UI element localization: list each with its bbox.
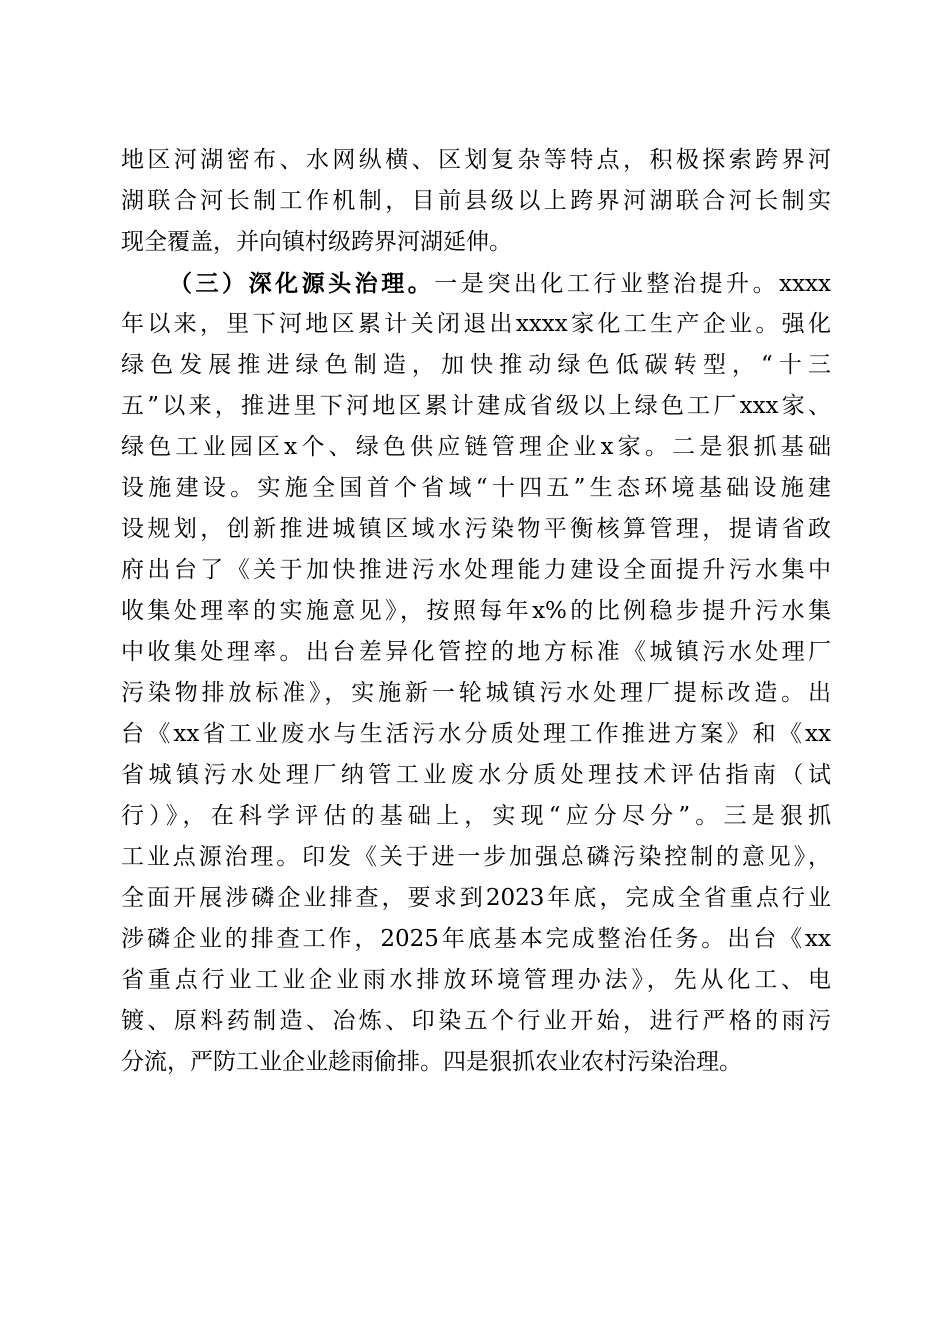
paragraph-line: 省重点行业工业企业雨水排放环境管理办法》，先从化工、电 [121, 967, 831, 993]
paragraph-line: 年以来，里下河地区累计关闭退出xxxx家化工生产企业。强化 [121, 311, 831, 337]
paragraph-line: 污染物排放标准》，实施新一轮城镇污水处理厂提标改造。出 [121, 680, 831, 706]
paragraph-line: 镀、原料药制造、冶炼、印染五个行业开始，进行严格的雨污 [121, 1008, 831, 1034]
paragraph-line: 涉磷企业的排查工作，2025年底基本完成整治任务。出台《xx [121, 926, 831, 952]
paragraph-line: 设施建设。实施全国首个省域“十四五”生态环境基础设施建 [121, 475, 831, 501]
paragraph-line: 绿色工业园区x个、绿色供应链管理企业x家。二是狠抓基础 [121, 434, 831, 460]
paragraph-line: 收集处理率的实施意见》，按照每年x%的比例稳步提升污水集 [121, 598, 831, 624]
paragraph-line: 台《xx省工业废水与生活污水分质处理工作推进方案》和《xx [121, 721, 831, 747]
paragraph-line: 设规划，创新推进城镇区域水污染物平衡核算管理，提请省政 [121, 516, 831, 542]
section-heading-line [121, 263, 831, 304]
paragraph-line: 工业点源治理。印发《关于进一步加强总磷污染控制的意见》， [121, 844, 831, 870]
paragraph-line: 现全覆盖，并向镇村级跨界河湖延伸。 [121, 229, 512, 255]
document-body [121, 140, 831, 1083]
paragraph-line: 省城镇污水处理厂纳管工业废水分质处理技术评估指南（试 [121, 762, 831, 788]
paragraph-line: 五”以来，推进里下河地区累计建成省级以上绿色工厂xxx家、 [121, 393, 831, 419]
paragraph-line: 地区河湖密布、水网纵横、区划复杂等特点，积极探索跨界河 [121, 147, 831, 173]
paragraph-line: 湖联合河长制工作机制，目前县级以上跨界河湖联合河长制实 [121, 188, 831, 214]
section-heading: （三）深化源头治理。 [169, 270, 435, 297]
paragraph-line: 分流，严防工业企业趁雨偷排。四是狠抓农业农村污染治理。 [121, 1049, 742, 1075]
paragraph-text: 一是突出化工行业整治提升。xxxx [434, 271, 831, 297]
paragraph-line: 府出台了《关于加快推进污水处理能力建设全面提升污水集中 [121, 557, 831, 583]
paragraph-line: 行）》，在科学评估的基础上，实现“应分尽分”。三是狠抓 [121, 803, 831, 829]
paragraph-line: 全面开展涉磷企业排查，要求到2023年底，完成全省重点行业 [121, 885, 831, 911]
paragraph-line: 中收集处理率。出台差异化管控的地方标准《城镇污水处理厂 [121, 639, 831, 665]
paragraph-line: 绿色发展推进绿色制造，加快推动绿色低碳转型，“十三 [121, 352, 831, 378]
